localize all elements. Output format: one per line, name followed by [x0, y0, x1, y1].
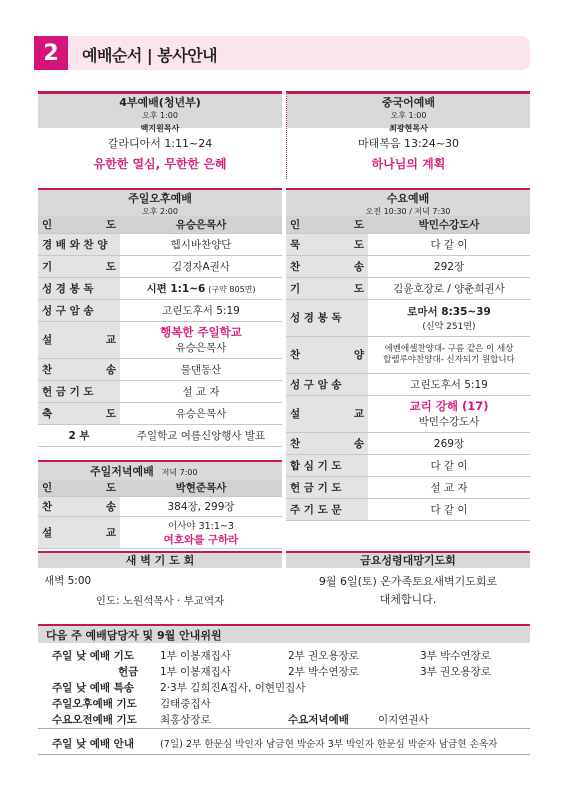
row-value [120, 277, 282, 299]
friday-line2: 대체합니다. [379, 593, 437, 606]
row-label-part: 양 [353, 349, 364, 361]
sunday-pm-box [38, 188, 282, 447]
row-value-sub: (구약 805면) [208, 284, 256, 294]
row-label-part: 도 [105, 407, 116, 420]
table-row [38, 255, 282, 277]
next-usher-label: 주일 낮 예배 안내 [52, 738, 134, 750]
table-row [286, 498, 530, 520]
table-row [38, 424, 282, 446]
youth-service-time: 오후 1:00 [142, 111, 178, 120]
row-label-text: 성 경 봉 독 [42, 282, 94, 295]
row-value-sub: 여호와를 구하라 [163, 533, 239, 546]
next-bottom-line [38, 754, 530, 755]
row-value [120, 255, 282, 277]
chinese-service-preacher: 최광현목사 [389, 124, 428, 133]
sunday-eve-box [38, 460, 282, 549]
row-value [368, 476, 530, 498]
table-row [286, 336, 530, 373]
row-label [38, 233, 120, 255]
friday-box [286, 551, 530, 617]
next-usher-value: (7일) 2부 한문심 박인자 남금현 박순자 3부 박인자 한문심 박순자 남금현 손옥자 [160, 739, 498, 750]
row-value-main: 에벤에셀찬양대- 구름 같은 이 세상 [384, 343, 514, 354]
table-row [286, 395, 530, 432]
row-value-main: 고린도후서 5:19 [162, 304, 240, 317]
table-row [38, 299, 282, 321]
row-label [286, 299, 368, 336]
row-value-main: 박민수강도사 [418, 218, 480, 231]
wed-box [286, 188, 530, 521]
row-label [38, 216, 120, 233]
row-value [368, 299, 530, 336]
sunday-pm-time: 오후 2:00 [142, 207, 178, 216]
row-label [38, 358, 120, 380]
row-label-part: 도 [105, 260, 116, 273]
row-value-main: 269장 [433, 437, 465, 450]
row-label-part: 교 [105, 334, 116, 346]
row-label [286, 395, 368, 432]
table-row [38, 216, 282, 233]
row-label-part: 인 [42, 218, 53, 231]
next-divider [38, 728, 530, 729]
row-value-sub: 박민수강도사 [418, 416, 480, 428]
next-offering-2: 2부 박수연장로 [288, 666, 359, 678]
row-label-part: 축 [42, 407, 53, 420]
next-wed-am-value: 최홍상장로 [160, 714, 211, 726]
row-value [120, 321, 282, 358]
row-label [286, 255, 368, 277]
row-value [368, 277, 530, 299]
row-value-main: 다 같 이 [430, 459, 468, 472]
row-value-main: 박현준목사 [175, 482, 227, 495]
row-label [38, 496, 120, 516]
table-row [286, 216, 530, 233]
chinese-service-head [287, 91, 530, 133]
dawn-box [38, 551, 282, 617]
row-value-main: 유승은목사 [175, 407, 227, 420]
friday-title: 금요성령대망기도회 [286, 551, 530, 568]
table-row [38, 402, 282, 424]
row-label [38, 380, 120, 402]
section-number: 2 [34, 36, 68, 70]
row-label-part: 도 [353, 282, 364, 295]
row-value-main: 고린도후서 5:19 [410, 378, 488, 391]
row-label [286, 476, 368, 498]
youth-service-preacher: 백지원목사 [140, 124, 180, 133]
youth-service-head [38, 91, 282, 133]
row-value-sub: 유승은목사 [175, 342, 227, 354]
row-label-part: 찬 [290, 349, 301, 361]
row-label-part: 찬 [290, 437, 301, 450]
next-offering-1: 1부 이봉재집사 [160, 666, 231, 678]
row-label [286, 373, 368, 395]
row-value [120, 480, 282, 496]
next-prayer-1: 1부 이봉재집사 [160, 650, 231, 662]
row-value [368, 432, 530, 454]
table-row [38, 480, 282, 496]
next-wed-eve-value: 이지연권사 [378, 714, 429, 726]
row-value [368, 336, 530, 373]
next-wed-am-label: 수요오전예배 기도 [52, 714, 137, 726]
row-value-main: 384장, 299장 [167, 500, 235, 513]
row-value [120, 424, 282, 446]
next-special-value: 2·3부 김희진A집사, 이현민집사 [160, 682, 306, 694]
section-header [34, 36, 530, 70]
table-row [38, 516, 282, 548]
sunday-pm-head [38, 188, 282, 216]
youth-service-title: 4부예배(청년부) [119, 96, 201, 109]
table-row [38, 321, 282, 358]
row-value-main: 김윤호장로 / 양춘희권사 [393, 282, 505, 295]
row-label-part: 묵 [290, 238, 301, 251]
row-value-main: 설 교 자 [182, 385, 220, 398]
row-label-text: 주 기 도 문 [290, 503, 342, 516]
row-label [286, 454, 368, 476]
next-special-label: 주일 낮 예배 특송 [52, 682, 134, 694]
dawn-title: 새 벽 기 도 회 [38, 551, 282, 568]
row-value-main: 292장 [433, 260, 465, 273]
table-row [286, 299, 530, 336]
row-value [120, 402, 282, 424]
dawn-time: 새벽 5:00 [44, 575, 92, 587]
row-value [120, 358, 282, 380]
row-label [286, 336, 368, 373]
row-label-part: 인 [290, 218, 301, 231]
table-row [286, 255, 530, 277]
row-value [120, 299, 282, 321]
row-label-part: 교 [353, 408, 364, 420]
sunday-eve-time: 저녁 7:00 [161, 468, 198, 477]
row-label-text: 경 배 와 찬 양 [42, 238, 108, 251]
row-value-sub: (신약 251면) [422, 321, 476, 332]
row-value [368, 498, 530, 520]
section-title: 예배순서 | 봉사안내 [82, 46, 218, 65]
row-label-text: 헌 금 기 도 [290, 481, 342, 494]
next-pm-prayer-label: 주일오후예배 기도 [52, 698, 137, 710]
row-value-sub: 할렐루야찬양대- 신자되기 원합니다 [383, 354, 515, 365]
wed-table [286, 216, 530, 521]
wed-title: 수요예배 [386, 192, 430, 205]
sunday-pm-table [38, 216, 282, 447]
sunday-eve-head [38, 460, 282, 480]
next-offering-3: 3부 권오용장로 [420, 666, 491, 678]
friday-line1: 9월 6일(토) 온가족토요새벽기도회로 [318, 575, 498, 588]
row-label-part: 송 [105, 500, 116, 513]
row-label-part: 인 [42, 482, 53, 495]
row-label [38, 277, 120, 299]
row-label-part: 찬 [42, 363, 53, 376]
row-value-main: 이사야 31:1~3 [168, 520, 234, 532]
sunday-pm-title: 주일오후예배 [128, 192, 192, 205]
next-wed-eve-label: 수요저녁예배 [288, 714, 349, 726]
next-week-box [38, 624, 530, 760]
table-row [38, 380, 282, 402]
row-value-main: 물댄동산 [180, 363, 222, 376]
row-value-main: 다 같 이 [430, 238, 468, 251]
row-label [38, 299, 120, 321]
row-value [368, 233, 530, 255]
row-value-main: 설 교 자 [430, 481, 468, 494]
row-label [286, 277, 368, 299]
row-label [286, 498, 368, 520]
table-row [38, 277, 282, 299]
row-label [38, 424, 120, 446]
row-label [286, 233, 368, 255]
row-label-part: 도 [105, 218, 116, 231]
row-label-part: 도 [353, 238, 364, 251]
row-label-part: 기 [42, 260, 53, 273]
row-value [368, 395, 530, 432]
chinese-service-sermon: 하나님의 계획 [371, 157, 446, 171]
row-value-main: 헵시바찬양단 [170, 238, 232, 251]
next-week-title: 다음 주 예배담당자 및 9월 안내위원 [38, 624, 530, 643]
row-label-text: 합 심 기 도 [290, 459, 342, 472]
next-offering-label: 헌금 [118, 666, 139, 678]
row-label [38, 402, 120, 424]
table-row [286, 233, 530, 255]
row-value-main: 로마서 8:35~39 [407, 305, 491, 318]
row-label-part: 찬 [42, 500, 53, 513]
row-value-main: 다 같 이 [430, 503, 468, 516]
row-label [286, 216, 368, 233]
row-value [120, 380, 282, 402]
table-row [286, 373, 530, 395]
row-label-part: 도 [105, 482, 116, 495]
row-label-part: 설 [290, 408, 301, 420]
table-row [286, 432, 530, 454]
next-pm-prayer-value: 김태중집사 [160, 698, 211, 710]
row-value-main: 주일학교 여름신앙행사 발표 [136, 429, 266, 442]
wed-head [286, 188, 530, 216]
row-label-part: 찬 [290, 260, 301, 273]
youth-service-sermon: 유한한 열심, 무한한 은혜 [93, 157, 227, 171]
row-label-text: 2 부 [68, 429, 90, 442]
sunday-eve-title: 주일저녁예배 [90, 465, 154, 478]
row-label [38, 516, 120, 548]
next-prayer-label: 주일 낮 예배 기도 [52, 650, 134, 662]
table-row [286, 476, 530, 498]
row-value-main: 교리 강해 (17) [409, 399, 489, 413]
row-label-text: 성 경 봉 독 [290, 312, 342, 324]
youth-service-box [38, 91, 282, 179]
row-label [286, 432, 368, 454]
row-label-part: 송 [105, 363, 116, 376]
row-value-main: 행복한 주일학교 [160, 325, 242, 339]
row-value [368, 373, 530, 395]
row-value-main: 김경자A권사 [172, 260, 230, 273]
row-value [368, 216, 530, 233]
row-label-part: 설 [42, 334, 53, 346]
row-value-main: 시편 1:1~6 [146, 282, 206, 295]
row-label-part: 교 [105, 526, 116, 539]
row-label-part: 송 [353, 260, 364, 273]
chinese-service-scripture: 마태복음 13:24~30 [358, 137, 459, 150]
row-value [120, 216, 282, 233]
table-row [38, 358, 282, 380]
chinese-service-time: 오후 1:00 [390, 111, 427, 120]
row-value [120, 233, 282, 255]
row-value [368, 454, 530, 476]
youth-service-scripture: 갈라디아서 1:11~24 [107, 137, 213, 150]
table-row [286, 454, 530, 476]
row-label [38, 255, 120, 277]
row-label-part: 도 [353, 218, 364, 231]
row-label-part: 설 [42, 526, 53, 539]
row-value [120, 516, 282, 548]
row-label [38, 480, 120, 496]
table-row [286, 277, 530, 299]
row-label-part: 기 [290, 282, 301, 295]
table-row [38, 496, 282, 516]
next-prayer-3: 3부 박수연장로 [420, 650, 491, 662]
row-value [368, 255, 530, 277]
dawn-leaders: 인도: 노원석목사 · 부교역자 [95, 595, 225, 607]
row-label-text: 헌 금 기 도 [42, 385, 94, 398]
row-label-text: 성 구 암 송 [290, 378, 342, 391]
wed-time: 오전 10:30 / 저녁 7:30 [365, 207, 451, 216]
row-label-text: 성 구 암 송 [42, 304, 94, 317]
row-label-part: 송 [353, 437, 364, 450]
row-value [120, 496, 282, 516]
next-prayer-2: 2부 권오용장로 [288, 650, 359, 662]
chinese-service-title: 중국어예배 [381, 96, 436, 109]
chinese-service-box [286, 91, 530, 179]
row-label [38, 321, 120, 358]
table-row [38, 233, 282, 255]
row-value-main: 유승은목사 [175, 218, 227, 231]
sunday-eve-table [38, 480, 282, 549]
